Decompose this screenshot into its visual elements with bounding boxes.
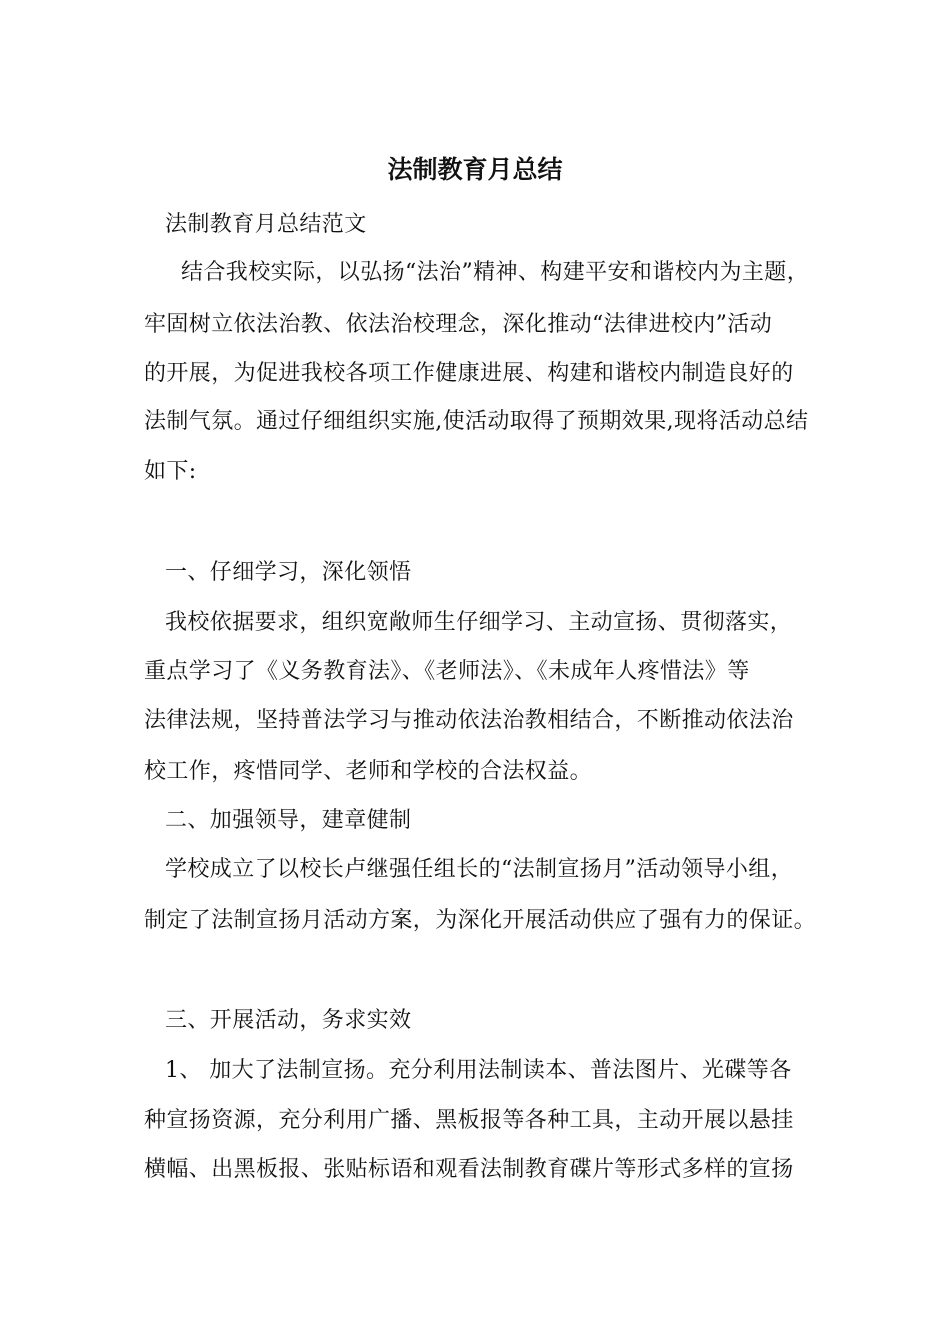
intro-line: 的开展，为促进我校各项工作健康进展、构建和谐校内制造良好的 (144, 361, 794, 386)
intro-line: 牢固树立依法治教、依法治校理念，深化推动“法律进校内”活动 (144, 312, 773, 337)
intro-line: 法制气氛。通过仔细组织实施,使活动取得了预期效果,现将活动总结 (144, 409, 809, 434)
document-subtitle: 法制教育月总结范文 (165, 212, 367, 237)
section-heading: 三、开展活动，务求实效 (165, 1008, 412, 1033)
section-heading: 二、加强领导，建章健制 (165, 808, 412, 833)
section-heading: 一、仔细学习，深化领悟 (165, 560, 412, 585)
section-paragraph-line: 校工作，疼惜同学、老师和学校的合法权益。 (144, 759, 593, 784)
section-paragraph-line: 1、 加大了法制宣扬。充分利用法制读本、普法图片、光碟等各 (165, 1058, 792, 1083)
intro-line: 如下: (144, 459, 197, 484)
intro-line: 结合我校实际，以弘扬“法治”精神、构建平安和谐校内为主题， (181, 260, 810, 285)
section-paragraph-line: 我校依据要求，组织宽敞师生仔细学习、主动宣扬、贯彻落实， (165, 610, 793, 635)
section-paragraph-line: 横幅、出黑板报、张贴标语和观看法制教育碟片等形式多样的宣扬 (144, 1157, 794, 1182)
section-paragraph-line: 制定了法制宣扬月活动方案，为深化开展活动供应了强有力的保证。 (144, 908, 817, 933)
section-paragraph-line: 法律法规，坚持普法学习与推动依法治教相结合，不断推动依法治 (144, 708, 794, 733)
page-title: 法制教育月总结 (387, 155, 563, 184)
section-paragraph-line: 学校成立了以校长卢继强任组长的“法制宣扬月”活动领导小组， (165, 857, 794, 882)
section-paragraph-line: 重点学习了《义务教育法》、《老师法》、《未成年人疼惜法》等 (144, 659, 750, 684)
section-paragraph-line: 种宣扬资源，充分利用广播、黑板报等各种工具，主动开展以悬挂 (144, 1108, 794, 1133)
